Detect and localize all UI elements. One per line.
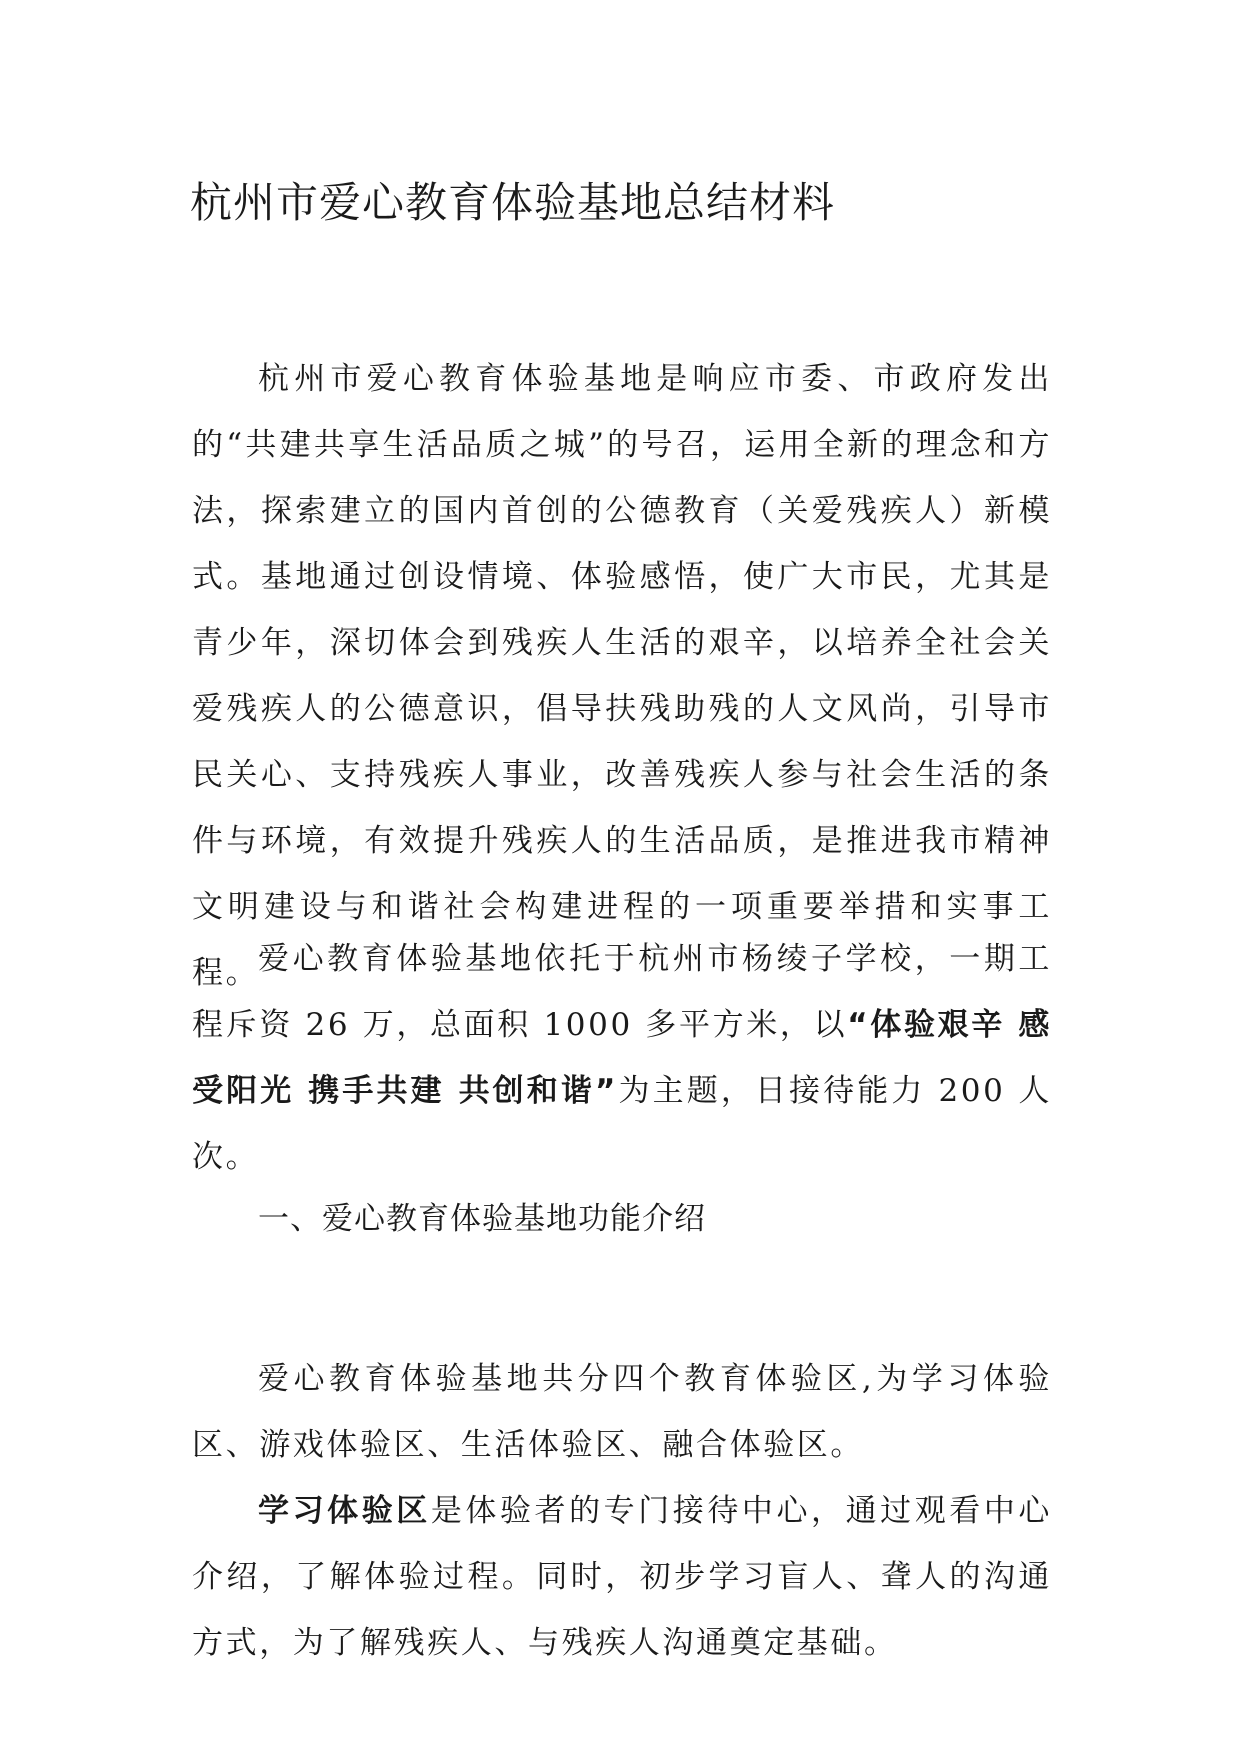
document-title: 杭州市爱心教育体验基地总结材料 (190, 178, 836, 227)
overview-paragraph (192, 926, 1052, 1190)
learning-zone-paragraph (192, 1478, 1052, 1676)
zones-paragraph: 爱心教育体验基地共分四个教育体验区,为学习体验区、游戏体验区、生活体验区、融合体验区。 (192, 1361, 1052, 1463)
learning-zone-name: 学习体验区 (258, 1493, 431, 1529)
section-heading: 一、爱心教育体验基地功能介绍 (258, 1201, 706, 1237)
learning-zone-description: 是体验者的专门接待中心，通过观看中心介绍，了解体验过程。同时，初步学习盲人、聋人的沟通方式，为了解残疾人、与残疾人沟通奠定基础。 (192, 1493, 1052, 1661)
overview-text-before: 爱心教育体验基地依托于杭州市杨绫子学校，一期工程斥资 26 万，总面积 1000 多平方米，以 (192, 941, 1052, 1043)
overview-theme: “体验艰辛 感受阳光 携手共建 共创和谐” (192, 1007, 1052, 1109)
intro-paragraph: 杭州市爱心教育体验基地是响应市委、市政府发出的“共建共享生活品质之城”的号召，运用全新的理念和方法，探索建立的国内首创的公德教育（关爱残疾人）新模式。基地通过创设情境、体验感悟，使广大市民，尤其是青少年，深切体会到残疾人生活的艰辛，以培养全社会关爱残疾人的公德意识，倡导扶残助残的人文风尚，引导市民关心、支持残疾人事业，改善残疾人参与社会生活的条件与环境，有效提升残疾人的生活品质，是推进我市精神文明建设与和谐社会构建进程的一项重要举措和实事工程。 (192, 361, 1052, 991)
overview-text-after: 为主题，日接待能力 200 人次。 (192, 1073, 1052, 1175)
